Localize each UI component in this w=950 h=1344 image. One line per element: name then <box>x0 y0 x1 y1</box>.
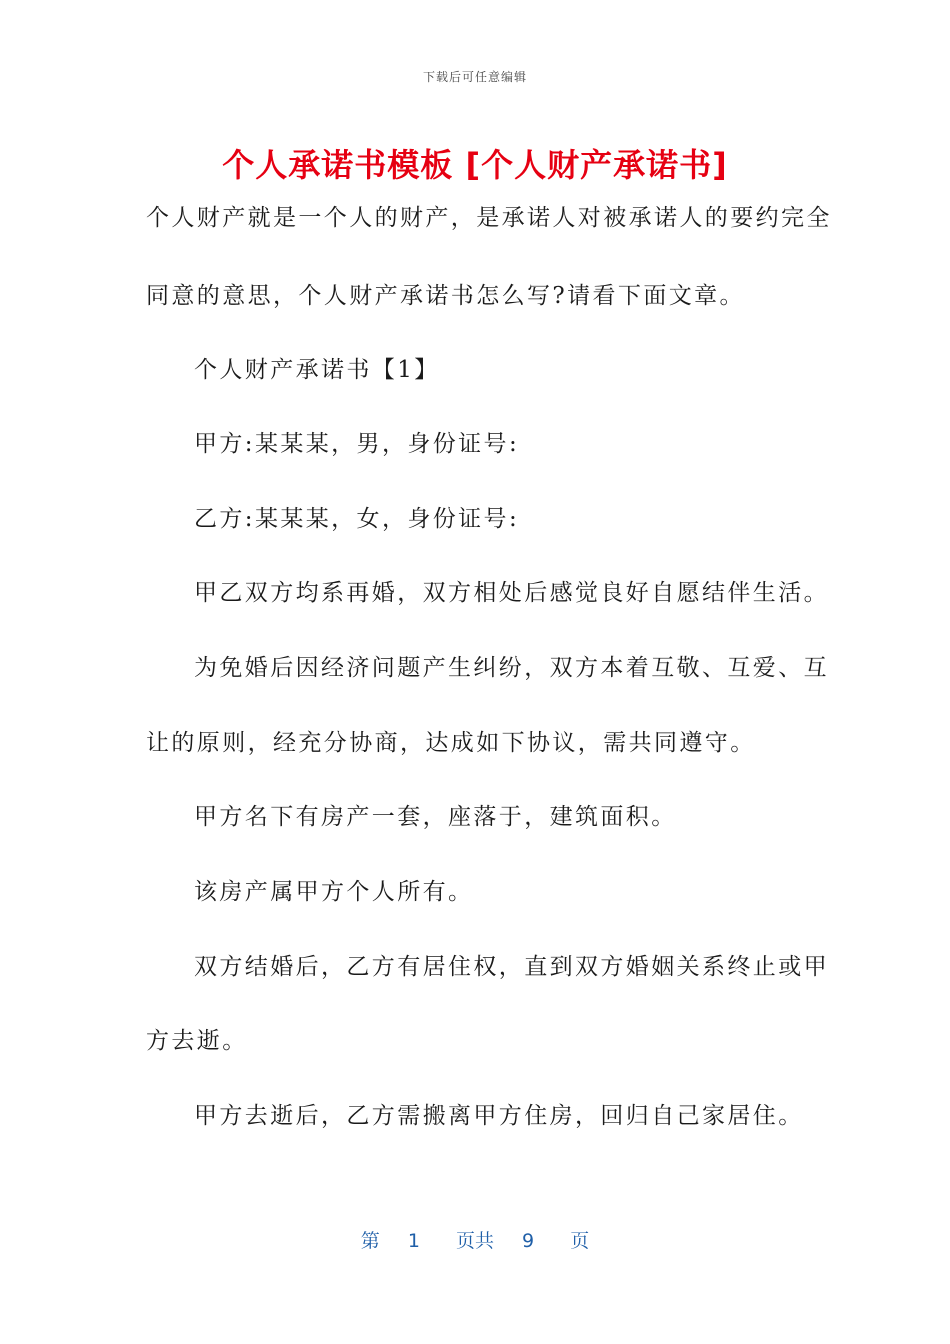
body-line-6: 甲乙双方均系再婚，双方相处后感觉良好自愿结伴生活。 <box>194 580 829 606</box>
document-title: 个人承诺书模板 [个人财产承诺书] <box>222 146 728 184</box>
body-line-2: 同意的意思，个人财产承诺书怎么写?请看下面文章。 <box>146 283 745 309</box>
body-line-12: 方去逝。 <box>146 1028 248 1054</box>
section-heading: 个人财产承诺书【1】 <box>194 357 440 383</box>
footer-prefix: 第 <box>360 1230 380 1252</box>
body-line-7: 为免婚后因经济问题产生纠纷，双方本着互敬、互爱、互 <box>194 655 829 681</box>
body-line-party-b: 乙方:某某某，女，身份证号: <box>194 506 520 532</box>
footer-suffix: 页 <box>570 1230 590 1252</box>
body-line-10: 该房产属甲方个人所有。 <box>194 879 474 905</box>
footer-middle: 页共 <box>455 1230 494 1252</box>
body-line-party-a: 甲方:某某某，男，身份证号: <box>194 431 520 457</box>
body-line-8: 让的原则，经充分协商，达成如下协议，需共同遵守。 <box>146 730 756 756</box>
footer-current-page: 1 <box>407 1230 420 1252</box>
page-header-note: 下载后可任意编辑 <box>422 70 527 84</box>
body-line-13: 甲方去逝后，乙方需搬离甲方住房，回归自己家居住。 <box>194 1103 804 1129</box>
body-line-9: 甲方名下有房产一套，座落于，建筑面积。 <box>194 804 677 830</box>
body-line-11: 双方结婚后，乙方有居住权，直到双方婚姻关系终止或甲 <box>194 954 829 980</box>
body-line-1: 个人财产就是一个人的财产，是承诺人对被承诺人的要约完全 <box>146 205 832 231</box>
page-footer <box>0 1226 950 1253</box>
footer-total-pages: 9 <box>522 1230 535 1252</box>
